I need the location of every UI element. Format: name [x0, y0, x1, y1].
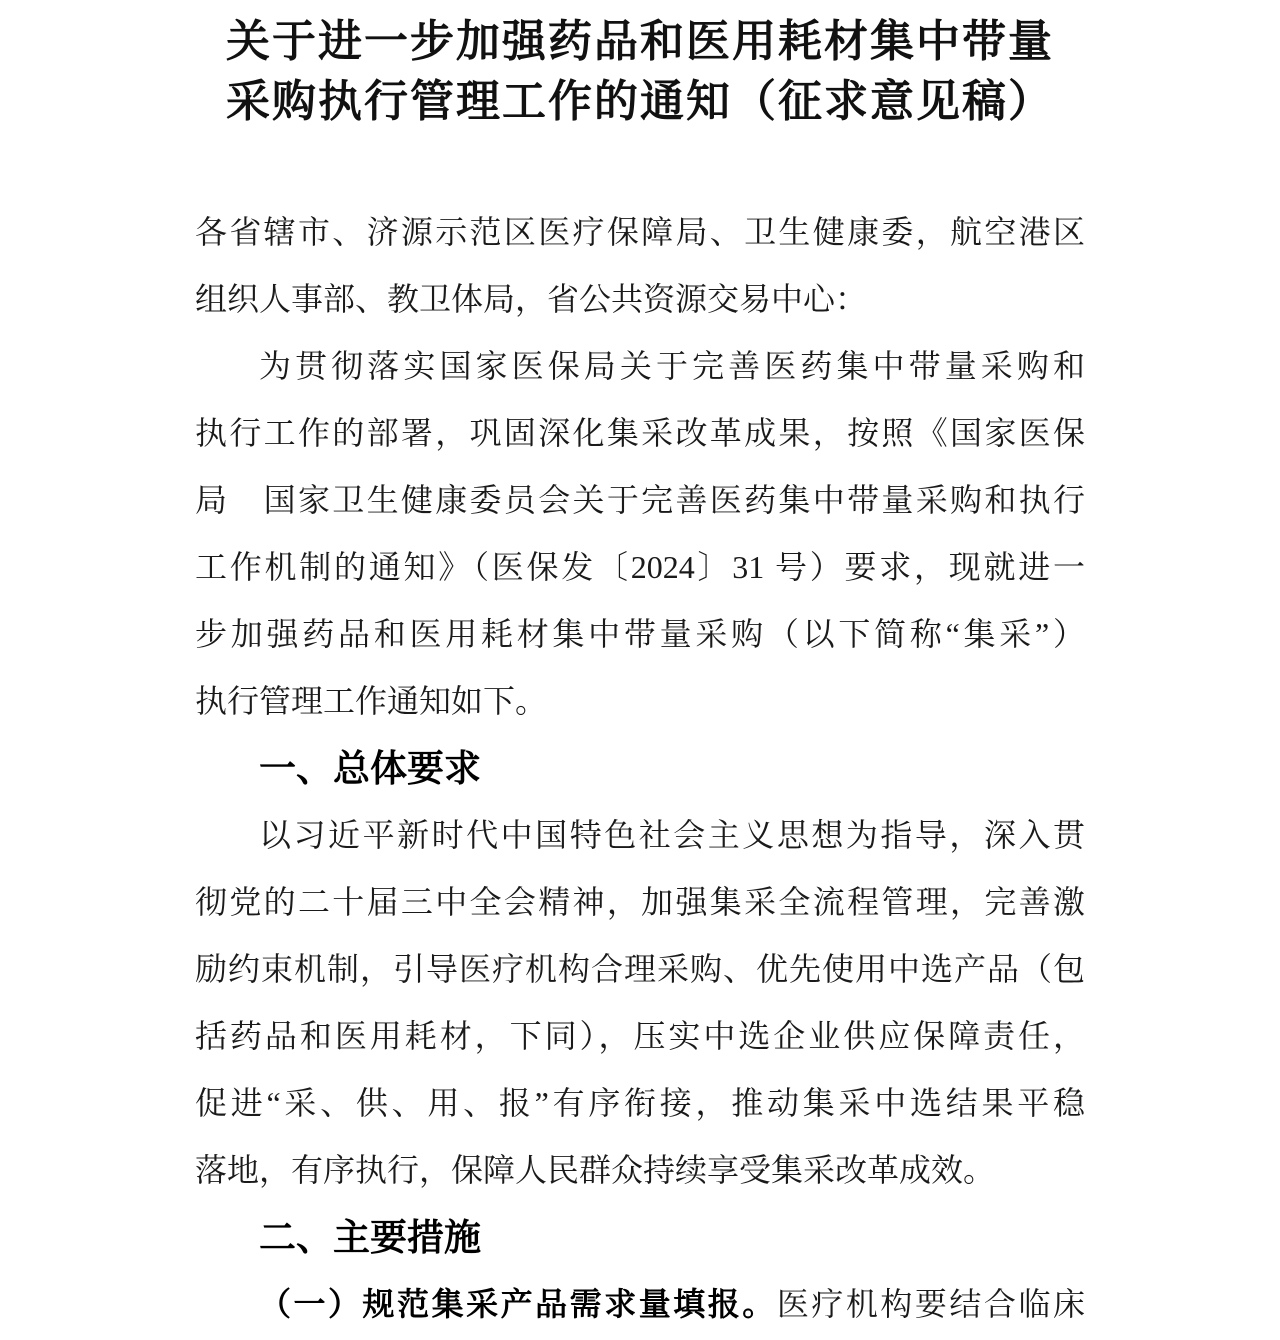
document-body — [195, 199, 1085, 1338]
intro-line: 执行管理工作通知如下。 — [195, 683, 548, 719]
measure-item-title: （一）规范集采产品需求量填报。 — [259, 1286, 777, 1322]
overall-line: 落地，有序执行，保障人民群众持续享受集采改革成效。 — [195, 1152, 996, 1188]
intro-line: 执行工作的部署，巩固深化集采改革成果，按照《国家医保 — [195, 415, 1085, 451]
intro-line: 为贯彻落实国家医保局关于完善医药集中带量采购和 — [259, 348, 1085, 384]
title-line-1: 关于进一步加强药品和医用耗材集中带量 — [226, 17, 1054, 66]
overall-line: 以习近平新时代中国特色社会主义思想为指导，深入贯 — [259, 817, 1085, 853]
overall-line: 励约束机制，引导医疗机构合理采购、优先使用中选产品（包 — [195, 951, 1085, 987]
intro-line: 局 国家卫生健康委员会关于完善医药集中带量采购和执行 — [195, 482, 1085, 518]
measure-item-text: 医疗机构要结合临床 — [776, 1286, 1085, 1322]
overall-line: 括药品和医用耗材，下同），压实中选企业供应保障责任， — [195, 1018, 1085, 1054]
intro-line: 工作机制的通知》（医保发〔2024〕31 号）要求，现就进一 — [195, 549, 1085, 585]
overall-line: 促进“采、供、用、报”有序衔接，推动集采中选结果平稳 — [195, 1085, 1085, 1121]
document-title — [0, 12, 1280, 132]
recipients-line: 各省辖市、济源示范区医疗保障局、卫生健康委，航空港区 — [195, 214, 1085, 250]
measure-item-line — [195, 1271, 1085, 1338]
recipients-line: 组织人事部、教卫体局，省公共资源交易中心： — [195, 281, 868, 317]
section-heading-1: 一、总体要求 — [259, 748, 481, 789]
overall-line: 彻党的二十届三中全会精神，加强集采全流程管理，完善激 — [195, 884, 1085, 920]
section-heading-2: 二、主要措施 — [259, 1217, 481, 1258]
title-line-2: 采购执行管理工作的通知（征求意见稿） — [226, 77, 1054, 126]
intro-line: 步加强药品和医用耗材集中带量采购（以下简称“集采”） — [195, 616, 1085, 652]
